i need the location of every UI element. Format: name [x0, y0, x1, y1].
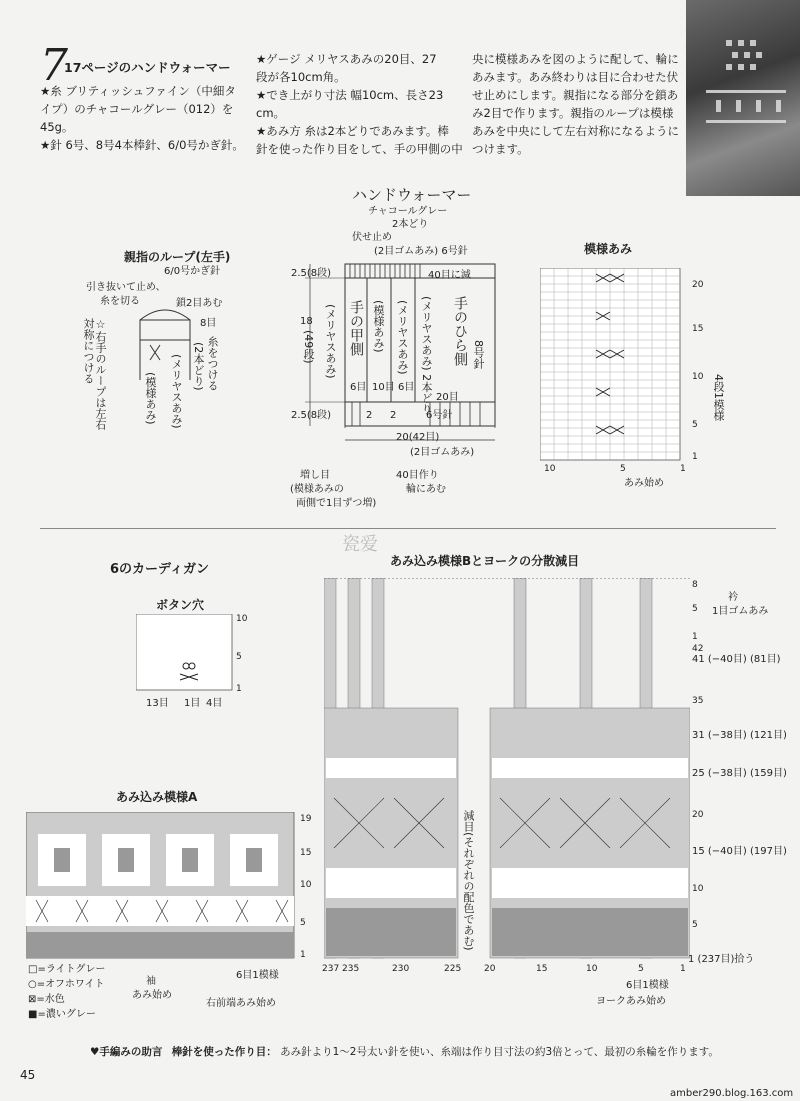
text-line: あみを中央にして左右対称になるように: [472, 124, 679, 138]
footer-body: あみ針より1〜2号太い針を使い、糸端は作り目寸法の約3倍とって、最初の糸輪を作ります。: [280, 1046, 719, 1058]
thumb-diagram: [130, 300, 200, 410]
text-line: 45g。: [40, 120, 74, 134]
fairB-r5: 5: [692, 604, 698, 614]
fairA-row-5: 5: [300, 918, 306, 928]
fairA-title: あみ込み模様A: [116, 790, 198, 804]
col-d-label: (メリヤスあみ) 2本どり: [420, 296, 433, 415]
legend-label: =水色: [36, 994, 65, 1005]
fairB-yoke: ヨークあみ始め: [596, 996, 666, 1007]
height-mid-label: 18: [300, 316, 313, 327]
thumb-chain: 鎖2目あむ: [176, 298, 223, 309]
fairB-title: あみ込み模様Bとヨークの分散減目: [390, 554, 580, 568]
pattern-col-10: 10: [544, 464, 556, 474]
text-line: 央に模様あみを図のように配して、輪に: [472, 52, 679, 66]
lightblue-swatch-icon: ⊠: [28, 994, 37, 1005]
pattern-col-1: 1: [680, 464, 686, 474]
method-column: [472, 50, 682, 158]
text-line: ★糸 ブリティッシュファイン（中細タ: [40, 84, 236, 98]
height-mid-rows: (49段): [302, 330, 315, 364]
text-line: ★でき上がり寸法 幅10cm、長さ23: [256, 88, 444, 102]
text-line: ★針 6号、8号4本棒針、6/0号かぎ針。: [40, 138, 244, 152]
legend-item: [28, 977, 105, 992]
palm-label: 手のひら側: [452, 296, 468, 366]
legend-item: [28, 992, 105, 1007]
pattern-row-20: 20: [692, 280, 704, 290]
handwarmer-strands: 2本どり: [392, 219, 429, 230]
thumb-title: 親指のループ(左手): [124, 250, 231, 264]
fairB-r10: 10: [692, 884, 704, 894]
pattern-row-10: 10: [692, 372, 704, 382]
section6-title: 6のカーディガン: [110, 562, 210, 577]
col-b-label: (模様あみ): [372, 300, 385, 353]
legend-item: [28, 1007, 105, 1022]
fairB-r1b: 1 (237目)拾う: [688, 954, 755, 965]
pattern-start: あみ始め: [624, 478, 664, 489]
button-4: 4目: [206, 698, 223, 709]
button-13: 13目: [146, 698, 169, 709]
text-line: つけます。: [472, 142, 529, 156]
fairA-chart: [26, 812, 296, 960]
thumb-attach: 糸をつける: [206, 336, 219, 391]
text-line: み2目で作ります。親指のループは模様: [472, 106, 674, 120]
fairA-sleeve: 袖: [146, 976, 156, 987]
button-row-5: 5: [236, 652, 242, 662]
materials-column: [40, 82, 250, 154]
dec-label: 40目に減: [428, 270, 471, 281]
col-c-label: (メリヤスあみ): [396, 300, 409, 375]
fairB-col-10: 10: [586, 964, 598, 974]
footer-head: 棒針を使った作り目：: [171, 1046, 277, 1058]
pattern-row-15: 15: [692, 324, 704, 334]
darkgrey-swatch-icon: ■: [28, 1009, 38, 1020]
pattern-repeat: 4段1模様: [712, 374, 725, 421]
fairB-r8: 8: [692, 580, 698, 590]
thumb-cut: 糸を切る: [100, 296, 140, 307]
pattern-chart: [540, 268, 690, 468]
fairB-col-5: 5: [638, 964, 644, 974]
thumb-st2: (模様あみ): [144, 372, 157, 425]
offwhite-swatch-icon: ○: [28, 979, 37, 990]
text-line: イプ）のチャコールグレー（012）を: [40, 102, 234, 116]
thumb-st1: (メリヤスあみ): [170, 354, 183, 429]
fairB-r15: 15 (−40目) (197目): [692, 846, 787, 857]
thumb-note: ☆右手のループは左右対称につける: [82, 318, 107, 430]
thumb-pull: 引き抜いて止め、: [86, 282, 166, 293]
col-a-label: (メリヤスあみ): [324, 304, 337, 379]
fairB-collar2: 1目ゴムあみ: [712, 606, 769, 617]
button-row-10: 10: [236, 614, 248, 624]
section-number: 7: [40, 40, 68, 91]
text-line: ★あみ方 糸は2本どりであみます。棒: [256, 124, 449, 138]
sweater-photo: [686, 0, 800, 196]
pattern-row-1: 1: [692, 452, 698, 462]
cast-label: 40目作り: [396, 470, 439, 481]
fairA-repeat: 6目1模様: [236, 970, 279, 981]
button-chart: [136, 614, 236, 694]
count-10: 10目: [372, 382, 395, 393]
lightgrey-swatch-icon: □: [28, 964, 38, 975]
legend-label: =濃いグレー: [37, 1009, 96, 1020]
needle6-label: 6号針: [426, 410, 453, 421]
fairB-col-15: 15: [536, 964, 548, 974]
fairB-r31: 31 (−38目) (121目): [692, 730, 787, 741]
footer-tip: [90, 1046, 719, 1058]
fairA-sleeve2: あみ始め: [132, 990, 172, 1001]
width-label: 20(42目): [396, 432, 440, 443]
text-line: 針を使った作り目をして、手の甲側の中: [256, 142, 463, 156]
blog-url[interactable]: amber290.blog.163.com: [670, 1088, 794, 1099]
fairB-col-237: 237: [322, 964, 340, 974]
button-1: 1目: [184, 698, 201, 709]
bindoff-label: 伏せ止め: [352, 232, 392, 243]
fairB-col-225: 225: [444, 964, 462, 974]
increase-note1: (模様あみの: [290, 484, 344, 495]
increase-label: 増し目: [300, 470, 330, 481]
fairB-collar: 衿: [728, 592, 738, 603]
button-row-1: 1: [236, 684, 242, 694]
count-2a: 2: [366, 410, 373, 421]
text-line: cm。: [256, 106, 286, 120]
watermark: 瓷爱: [342, 534, 378, 555]
fairA-front: 右前端あみ始め: [206, 998, 276, 1009]
legend-label: =オフホワイト: [36, 979, 105, 990]
fairB-col-235: 235: [342, 964, 360, 974]
needle8-label: 8号針: [472, 340, 485, 369]
text-line: ★ゲージ メリヤスあみの20目、27: [256, 52, 437, 66]
handwarmer-color: チャコールグレー: [368, 206, 448, 217]
legend-item: [28, 962, 105, 977]
count-20: 20目: [436, 392, 459, 403]
page-number: 45: [20, 1068, 36, 1082]
thumb-strands: (2本どり): [192, 342, 205, 391]
fairB-r35: 35: [692, 696, 704, 706]
heart-icon: ♥手編みの助言: [90, 1046, 163, 1058]
text-line: 段が各10cm角。: [256, 70, 346, 84]
count-2b: 2: [390, 410, 397, 421]
back-hand-label: 手の甲側: [348, 300, 364, 356]
height-bot-label: 2.5(8段): [291, 410, 332, 421]
fairB-r25: 25 (−38目) (159目): [692, 768, 787, 779]
fairB-col-20: 20: [484, 964, 496, 974]
text-line: せ止めにします。親指になる部分を鎖あ: [472, 88, 679, 102]
thumb-hook: 6/0号かぎ針: [164, 266, 221, 277]
count-6b: 6目: [398, 382, 415, 393]
pattern-title: 模様あみ: [584, 242, 633, 256]
height-top-label: 2.5(8段): [291, 268, 332, 279]
count-6a: 6目: [350, 382, 367, 393]
fairisle-photo-icon: [686, 0, 800, 196]
legend: [28, 962, 105, 1022]
text-line: あみます。あみ終わりは目に合わせた伏: [472, 70, 679, 84]
rib-top-label: (2目ゴムあみ) 6号針: [374, 246, 468, 257]
fairB-r20: 20: [692, 810, 704, 820]
fairA-row-19: 19: [300, 814, 312, 824]
fairA-row-1: 1: [300, 950, 306, 960]
fairB-r42: 42: [692, 644, 704, 654]
handwarmer-title: ハンドウォーマー: [352, 186, 472, 204]
thumb-8: 8目: [200, 318, 217, 329]
rib-bottom-label: (2目ゴムあみ): [410, 447, 475, 458]
fairA-row-15: 15: [300, 848, 312, 858]
pattern-row-5: 5: [692, 420, 698, 430]
round-label: 輪にあむ: [406, 484, 446, 495]
section-title: 17ページのハンドウォーマー: [64, 60, 231, 75]
pattern-col-5: 5: [620, 464, 626, 474]
fairB-col-1: 1: [680, 964, 686, 974]
section-divider: [40, 528, 776, 529]
button-title: ボタン穴: [156, 598, 205, 612]
fairB-chart: [324, 578, 690, 962]
legend-label: =ライトグレー: [37, 964, 106, 975]
fairB-col-230: 230: [392, 964, 410, 974]
fairB-dec-note: 減目(それぞれの配色であむ): [462, 810, 475, 951]
fairB-repeat: 6目1模様: [626, 980, 669, 991]
fairB-r41: 41 (−40目) (81目): [692, 654, 781, 665]
fairB-r1: 1: [692, 632, 698, 642]
fairA-row-10: 10: [300, 880, 312, 890]
fairB-r5b: 5: [692, 920, 698, 930]
gauge-column: [256, 50, 466, 158]
increase-note2: 両側で1目ずつ増): [296, 498, 377, 509]
